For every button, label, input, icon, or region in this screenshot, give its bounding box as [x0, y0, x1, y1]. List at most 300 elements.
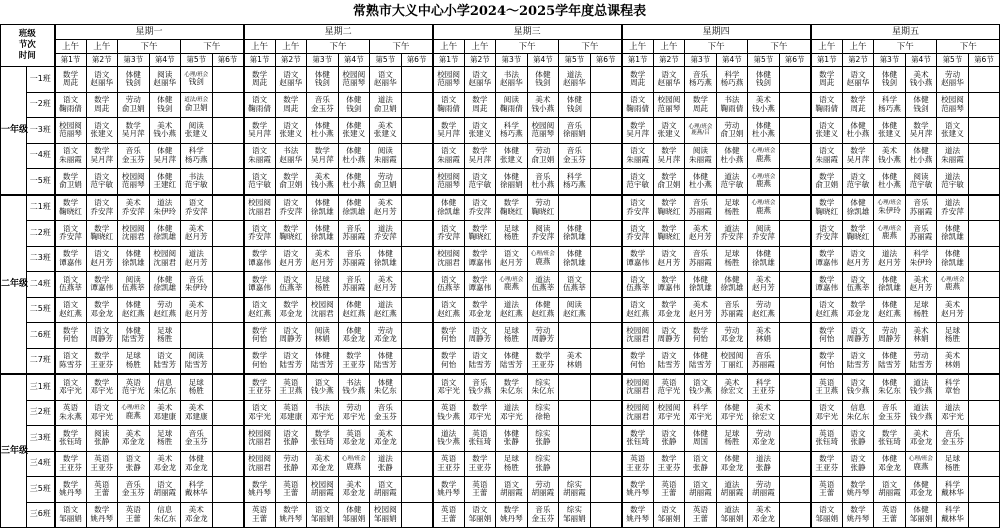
lesson-cell: [905, 92, 937, 118]
lesson-teacher: 吴月萍: [153, 154, 177, 164]
lesson-subject: 数学: [94, 377, 110, 387]
lesson-cell: [811, 272, 843, 298]
lesson-teacher: 王亚芬: [626, 462, 650, 472]
lesson-cell: [212, 426, 244, 452]
lesson-teacher: 张建义: [657, 129, 681, 139]
lesson-cell: [149, 451, 181, 477]
lesson-cell: [464, 502, 496, 528]
lesson-teacher: 乔安萍: [121, 206, 145, 216]
lesson-teacher: 范宇敏: [909, 180, 933, 190]
lesson-cell: [685, 400, 717, 426]
lesson-teacher: 邓金龙: [121, 437, 145, 447]
lesson-subject: 阅读: [157, 69, 173, 79]
class-label: 三1班: [27, 374, 55, 400]
lesson-cell: [370, 374, 402, 400]
lesson-teacher: 金玉芬: [562, 154, 586, 164]
lesson-cell: [307, 195, 339, 221]
lesson-cell: [937, 195, 969, 221]
lesson-teacher: 钱剑: [314, 78, 330, 88]
lesson-cell: [779, 451, 811, 477]
lesson-cell: [401, 400, 433, 426]
lesson-subject: 科学: [566, 171, 582, 181]
lesson-subject: 劳动: [535, 325, 551, 335]
lesson-subject: 劳动: [346, 403, 362, 413]
lesson-subject: 数学: [472, 146, 488, 156]
lesson-teacher: 王卫燕: [815, 386, 839, 396]
lesson-teacher: 林娟: [755, 334, 771, 344]
lesson-teacher: 徐宏文: [752, 411, 775, 421]
lesson-subject: 科学: [188, 479, 204, 489]
lesson-cell: [307, 323, 339, 349]
lesson-cell: [559, 374, 591, 400]
lesson-teacher: 鞠雨倩: [626, 103, 650, 113]
lesson-subject: 数学: [661, 300, 677, 310]
lesson-cell: [622, 92, 654, 118]
lesson-teacher: 吴月萍: [657, 154, 681, 164]
lesson-teacher: 邓金龙: [153, 462, 177, 472]
lesson-teacher: 乔安萍: [248, 232, 271, 242]
lesson-cell: [527, 426, 559, 452]
lesson-subject: 美术: [125, 428, 141, 438]
lesson-cell: [433, 246, 465, 272]
lesson-cell: [716, 92, 748, 118]
lesson-cell: [559, 348, 591, 374]
lesson-subject: 语文: [472, 325, 488, 335]
lesson-subject: 足球: [503, 325, 519, 335]
lesson-teacher: 陆雪芳: [909, 359, 933, 369]
lesson-teacher: 姚丹琴: [279, 513, 303, 523]
lesson-subject: 语文: [94, 171, 110, 181]
lesson-teacher: 范宇敏: [248, 180, 271, 190]
period-header: 第4节: [716, 54, 748, 67]
lesson-teacher: 杨巧燕: [878, 103, 901, 113]
lesson-cell: [181, 323, 213, 349]
lesson-subject: 数学: [283, 171, 299, 181]
lesson-cell: [590, 348, 622, 374]
period-header: 第5节: [181, 54, 213, 67]
lesson-subject: 美术: [913, 325, 929, 335]
lesson-subject: 劳动: [535, 479, 551, 489]
lesson-teacher: 谭嘉伟: [657, 283, 681, 293]
lesson-teacher: 徐凯雄: [720, 283, 744, 293]
lesson-subject: 数学: [94, 223, 110, 233]
lesson-teacher: 朱亿东: [531, 386, 555, 396]
lesson-cell: [874, 374, 906, 400]
lesson-subject: 数学: [251, 377, 268, 387]
lesson-cell: [905, 246, 937, 272]
lesson-subject: 校园阅: [531, 120, 555, 130]
lesson-teacher: 赵红燕: [248, 308, 271, 318]
lesson-cell: [244, 348, 276, 374]
lesson-teacher: 周静芳: [878, 334, 901, 344]
lesson-subject: 语文: [850, 351, 866, 361]
lesson-cell: [307, 426, 339, 452]
lesson-subject: 美术: [692, 300, 708, 310]
lesson-subject: 美术: [944, 300, 961, 310]
lesson-teacher: 赵丽华: [153, 78, 177, 88]
lesson-cell: [559, 323, 591, 349]
lesson-subject: 英语: [283, 377, 299, 387]
lesson-cell: [118, 297, 150, 323]
period-header: 第1节: [433, 54, 465, 67]
lesson-subject: 语文: [630, 274, 646, 284]
lesson-cell: [811, 426, 843, 452]
lesson-teacher: 钱小燕: [531, 103, 555, 113]
period-header: 第1节: [244, 54, 276, 67]
lesson-cell: [307, 221, 339, 247]
lesson-cell: [811, 348, 843, 374]
lesson-cell: [338, 246, 370, 272]
lesson-subject: 体健: [441, 198, 457, 208]
lesson-teacher: 邹丽娟: [59, 513, 82, 523]
lesson-teacher: 杜小燕: [342, 154, 366, 164]
lesson-cell: [590, 297, 622, 323]
lesson-cell: [433, 272, 465, 298]
lesson-teacher: 伍燕莘: [437, 283, 460, 293]
lesson-cell: [464, 323, 496, 349]
lesson-cell: [212, 221, 244, 247]
lesson-subject: 足球: [944, 454, 961, 464]
lesson-subject: 道法: [881, 249, 898, 259]
lesson-teacher: 钱剑: [535, 78, 551, 88]
lesson-cell: [811, 92, 843, 118]
lesson-subject: 道法: [944, 403, 961, 413]
lesson-teacher: 赵丽华: [657, 78, 681, 88]
lesson-teacher: 鹿燕: [535, 256, 551, 266]
lesson-cell: [275, 195, 307, 221]
lesson-cell: [496, 297, 528, 323]
lesson-teacher: 邓金龙: [468, 308, 492, 318]
lesson-teacher: 钱少燕: [310, 386, 334, 396]
lesson-subject: 语文: [251, 300, 268, 310]
lesson-subject: 英语: [441, 454, 457, 464]
lesson-subject: 数学: [62, 249, 79, 259]
lesson-cell: [118, 477, 150, 503]
lesson-teacher: 吴月萍: [846, 154, 870, 164]
lesson-subject: 体健: [850, 198, 866, 208]
lesson-cell: [212, 272, 244, 298]
lesson-teacher: 范宇敏: [626, 180, 650, 190]
lesson-cell: [748, 221, 780, 247]
lesson-subject: 语文: [850, 274, 866, 284]
lesson-cell: [748, 246, 780, 272]
lesson-teacher: 钱小燕: [752, 103, 775, 113]
lesson-teacher: 赵红燕: [437, 308, 460, 318]
lesson-subject: 数学: [62, 69, 79, 79]
lesson-teacher: 钱少燕: [437, 411, 460, 421]
lesson-teacher: 俞卫娟: [815, 180, 839, 190]
lesson-teacher: 邓金龙: [90, 308, 114, 318]
lesson-teacher: 范宇敏: [941, 180, 964, 190]
lesson-subject: 科学: [944, 505, 961, 515]
lesson-cell: [968, 323, 1000, 349]
half-day-header: 下午: [685, 40, 748, 54]
lesson-subject: 体健: [346, 146, 362, 156]
lesson-cell: [401, 67, 433, 93]
lesson-subject: 语文: [157, 479, 173, 489]
lesson-subject: 数学: [819, 249, 835, 259]
lesson-teacher: 乔安萍: [626, 232, 650, 242]
lesson-subject: 心理/班会: [940, 276, 965, 283]
lesson-subject: 书法: [283, 146, 299, 156]
lesson-cell: [307, 272, 339, 298]
lesson-cell: [86, 451, 118, 477]
lesson-subject: 综实: [535, 454, 551, 464]
lesson-teacher: 乔安萍: [90, 206, 114, 216]
lesson-subject: 语文: [661, 351, 677, 361]
lesson-teacher: 赵月芳: [909, 283, 933, 293]
lesson-teacher: 杜小燕: [846, 129, 870, 139]
lesson-teacher: 赵月芳: [90, 257, 114, 267]
lesson-teacher: 何怡: [819, 359, 835, 369]
lesson-subject: 体健: [566, 95, 582, 105]
lesson-subject: 英语: [125, 377, 141, 387]
lesson-subject: 阅读: [188, 351, 204, 361]
lesson-teacher: 邓宇光: [310, 411, 334, 421]
lesson-subject: 数学: [503, 505, 519, 515]
lesson-teacher: 吴月萍: [248, 129, 271, 139]
lesson-teacher: 钱少燕: [342, 386, 366, 396]
lesson-cell: [590, 221, 622, 247]
lesson-teacher: 杜小燕: [342, 180, 366, 190]
lesson-cell: [811, 118, 843, 144]
lesson-cell: [527, 323, 559, 349]
lesson-teacher: 钱少燕: [468, 386, 492, 396]
half-day-header: 下午: [748, 40, 811, 54]
lesson-subject: 道法: [535, 274, 551, 284]
lesson-teacher: 邓金龙: [342, 334, 366, 344]
lesson-cell: [370, 477, 402, 503]
lesson-cell: [401, 195, 433, 221]
lesson-subject: 劳动: [881, 325, 898, 335]
lesson-cell: [181, 272, 213, 298]
lesson-cell: [433, 221, 465, 247]
lesson-cell: [590, 272, 622, 298]
lesson-cell: [905, 169, 937, 195]
lesson-subject: 语文: [692, 377, 708, 387]
lesson-teacher: 邓金龙: [184, 513, 208, 523]
lesson-teacher: 胡丽霞: [531, 488, 555, 498]
lesson-teacher: 鞠晓红: [468, 232, 492, 242]
lesson-subject: 校园阅: [59, 120, 82, 130]
lesson-cell: [622, 195, 654, 221]
lesson-teacher: 邓金龙: [720, 462, 744, 472]
lesson-teacher: 邓宇光: [437, 386, 460, 396]
lesson-cell: [338, 272, 370, 298]
lesson-subject: 美术: [755, 403, 771, 413]
lesson-cell: [527, 92, 559, 118]
lesson-subject: 数学: [630, 505, 646, 515]
lesson-cell: [275, 451, 307, 477]
lesson-cell: [275, 67, 307, 93]
lesson-cell: [181, 451, 213, 477]
lesson-cell: [118, 246, 150, 272]
lesson-subject: 劳动: [535, 146, 551, 156]
lesson-teacher: 沈丽君: [626, 334, 650, 344]
lesson-subject: 语文: [94, 325, 110, 335]
lesson-subject: 体健: [535, 300, 551, 310]
lesson-subject: 数学: [94, 146, 110, 156]
class-label: 三6班: [27, 502, 55, 528]
lesson-teacher: 何怡: [62, 334, 79, 344]
lesson-teacher: 张建义: [90, 129, 114, 139]
lesson-cell: [275, 169, 307, 195]
lesson-subject: 语文: [283, 351, 299, 361]
lesson-teacher: 周茈: [692, 103, 708, 113]
lesson-teacher: 范宇敏: [846, 180, 870, 190]
lesson-teacher: 周静芳: [90, 334, 114, 344]
lesson-subject: 音乐: [188, 428, 204, 438]
lesson-teacher: 赵月芳: [689, 308, 712, 318]
lesson-teacher: 邹丽娟: [562, 513, 586, 523]
period-header: 第1节: [55, 54, 87, 67]
lesson-subject: 数学: [661, 274, 677, 284]
lesson-teacher: 林娟: [944, 359, 961, 369]
lesson-cell: [212, 297, 244, 323]
lesson-cell: [181, 143, 213, 169]
half-day-header: 下午: [874, 40, 937, 54]
lesson-teacher: 金玉芬: [184, 437, 208, 447]
lesson-cell: [401, 118, 433, 144]
lesson-subject: 语文: [630, 223, 646, 233]
lesson-teacher: 徐凯雄: [562, 232, 586, 242]
lesson-teacher: 吴月萍: [121, 129, 145, 139]
lesson-subject: 心理/班会: [751, 148, 776, 155]
lesson-cell: [653, 246, 685, 272]
period-header: 第4节: [338, 54, 370, 67]
lesson-cell: [464, 67, 496, 93]
lesson-cell: [401, 426, 433, 452]
lesson-cell: [559, 400, 591, 426]
lesson-teacher: 邓金龙: [184, 462, 208, 472]
lesson-subject: 综实: [566, 479, 582, 489]
lesson-subject: 语文: [441, 377, 457, 387]
lesson-cell: [212, 374, 244, 400]
lesson-subject: 语文: [850, 428, 866, 438]
lesson-cell: [370, 246, 402, 272]
lesson-teacher: 徐凯雄: [153, 283, 177, 293]
lesson-subject: 语文: [94, 198, 110, 208]
lesson-teacher: 杨胜: [944, 462, 961, 472]
lesson-teacher: 伍燕莘: [562, 283, 586, 293]
lesson-subject: 体健: [314, 351, 330, 361]
lesson-teacher: 钱剑: [913, 103, 929, 113]
lesson-cell: [496, 451, 528, 477]
half-day-header: 下午: [181, 40, 244, 54]
lesson-teacher: 张静: [503, 437, 519, 447]
lesson-subject: 数学: [251, 351, 268, 361]
lesson-cell: [212, 67, 244, 93]
lesson-cell: [716, 118, 748, 144]
lesson-subject: 美术: [377, 198, 393, 208]
lesson-cell: [55, 195, 87, 221]
lesson-cell: [968, 477, 1000, 503]
half-day-header: 下午: [559, 40, 622, 54]
lesson-cell: [86, 195, 118, 221]
period-header: 第6节: [779, 54, 811, 67]
class-label: 三3班: [27, 426, 55, 452]
lesson-teacher: 周茈: [94, 103, 110, 113]
lesson-teacher: 乔安萍: [468, 206, 492, 216]
lesson-teacher: 赵红燕: [153, 308, 177, 318]
lesson-teacher: 范宇敏: [184, 180, 208, 190]
lesson-cell: [55, 118, 87, 144]
lesson-teacher: 邓建康: [184, 411, 208, 421]
lesson-cell: [244, 272, 276, 298]
lesson-teacher: 胡丽霞: [373, 488, 397, 498]
lesson-teacher: 周静芳: [531, 334, 555, 344]
lesson-subject: 语文: [850, 454, 866, 464]
lesson-subject: 校园阅: [720, 351, 744, 361]
half-day-header: 上午: [433, 40, 465, 54]
lesson-teacher: 胡丽霞: [153, 488, 177, 498]
lesson-cell: [86, 400, 118, 426]
lesson-cell: [86, 374, 118, 400]
lesson-cell: [370, 451, 402, 477]
lesson-subject: 数学: [630, 120, 646, 130]
lesson-cell: [118, 118, 150, 144]
lesson-cell: [212, 92, 244, 118]
lesson-cell: [181, 67, 213, 93]
lesson-cell: [559, 272, 591, 298]
lesson-teacher: 钱少燕: [689, 386, 712, 396]
page-title: 常熟市大义中心小学2024～2025学年度总课程表: [352, 4, 647, 19]
lesson-teacher: 周静芳: [846, 334, 870, 344]
lesson-cell: [433, 426, 465, 452]
lesson-subject: 数学: [661, 223, 677, 233]
lesson-subject: 语文: [283, 198, 299, 208]
lesson-cell: [874, 246, 906, 272]
lesson-teacher: 徐凯雄: [941, 257, 964, 267]
lesson-cell: [842, 118, 874, 144]
lesson-cell: [905, 118, 937, 144]
lesson-cell: [307, 143, 339, 169]
lesson-subject: 体健: [692, 428, 708, 438]
lesson-cell: [86, 92, 118, 118]
lesson-cell: [464, 400, 496, 426]
lesson-subject: 语文: [661, 505, 677, 515]
lesson-subject: 语文: [441, 274, 457, 284]
lesson-cell: [842, 246, 874, 272]
lesson-teacher: 杨胜: [503, 232, 519, 242]
lesson-cell: [118, 451, 150, 477]
lesson-teacher: 鹿燕: [125, 410, 141, 420]
lesson-subject: 体健: [881, 351, 898, 361]
lesson-subject: 劳动: [283, 454, 299, 464]
lesson-teacher: 钱少燕: [846, 386, 870, 396]
lesson-subject: 道法: [441, 428, 457, 438]
lesson-teacher: 杨胜: [724, 437, 740, 447]
lesson-subject: 书法: [314, 403, 330, 413]
lesson-subject: 语文: [62, 223, 79, 233]
lesson-cell: [149, 374, 181, 400]
lesson-cell: [307, 374, 339, 400]
lesson-subject: 英语: [62, 403, 79, 413]
lesson-cell: [118, 348, 150, 374]
period-header: 第4节: [905, 54, 937, 67]
lesson-teacher: 王蕾: [472, 488, 488, 498]
lesson-teacher: 邓金龙: [720, 334, 744, 344]
lesson-teacher: 张建义: [815, 129, 839, 139]
lesson-teacher: 张建义: [941, 129, 964, 139]
lesson-cell: [86, 67, 118, 93]
lesson-subject: 数学: [314, 428, 330, 438]
lesson-cell: [464, 246, 496, 272]
class-label: 一1班: [27, 67, 55, 93]
lesson-cell: [244, 426, 276, 452]
lesson-subject: 数学: [850, 479, 866, 489]
lesson-subject: 体健: [913, 479, 929, 489]
